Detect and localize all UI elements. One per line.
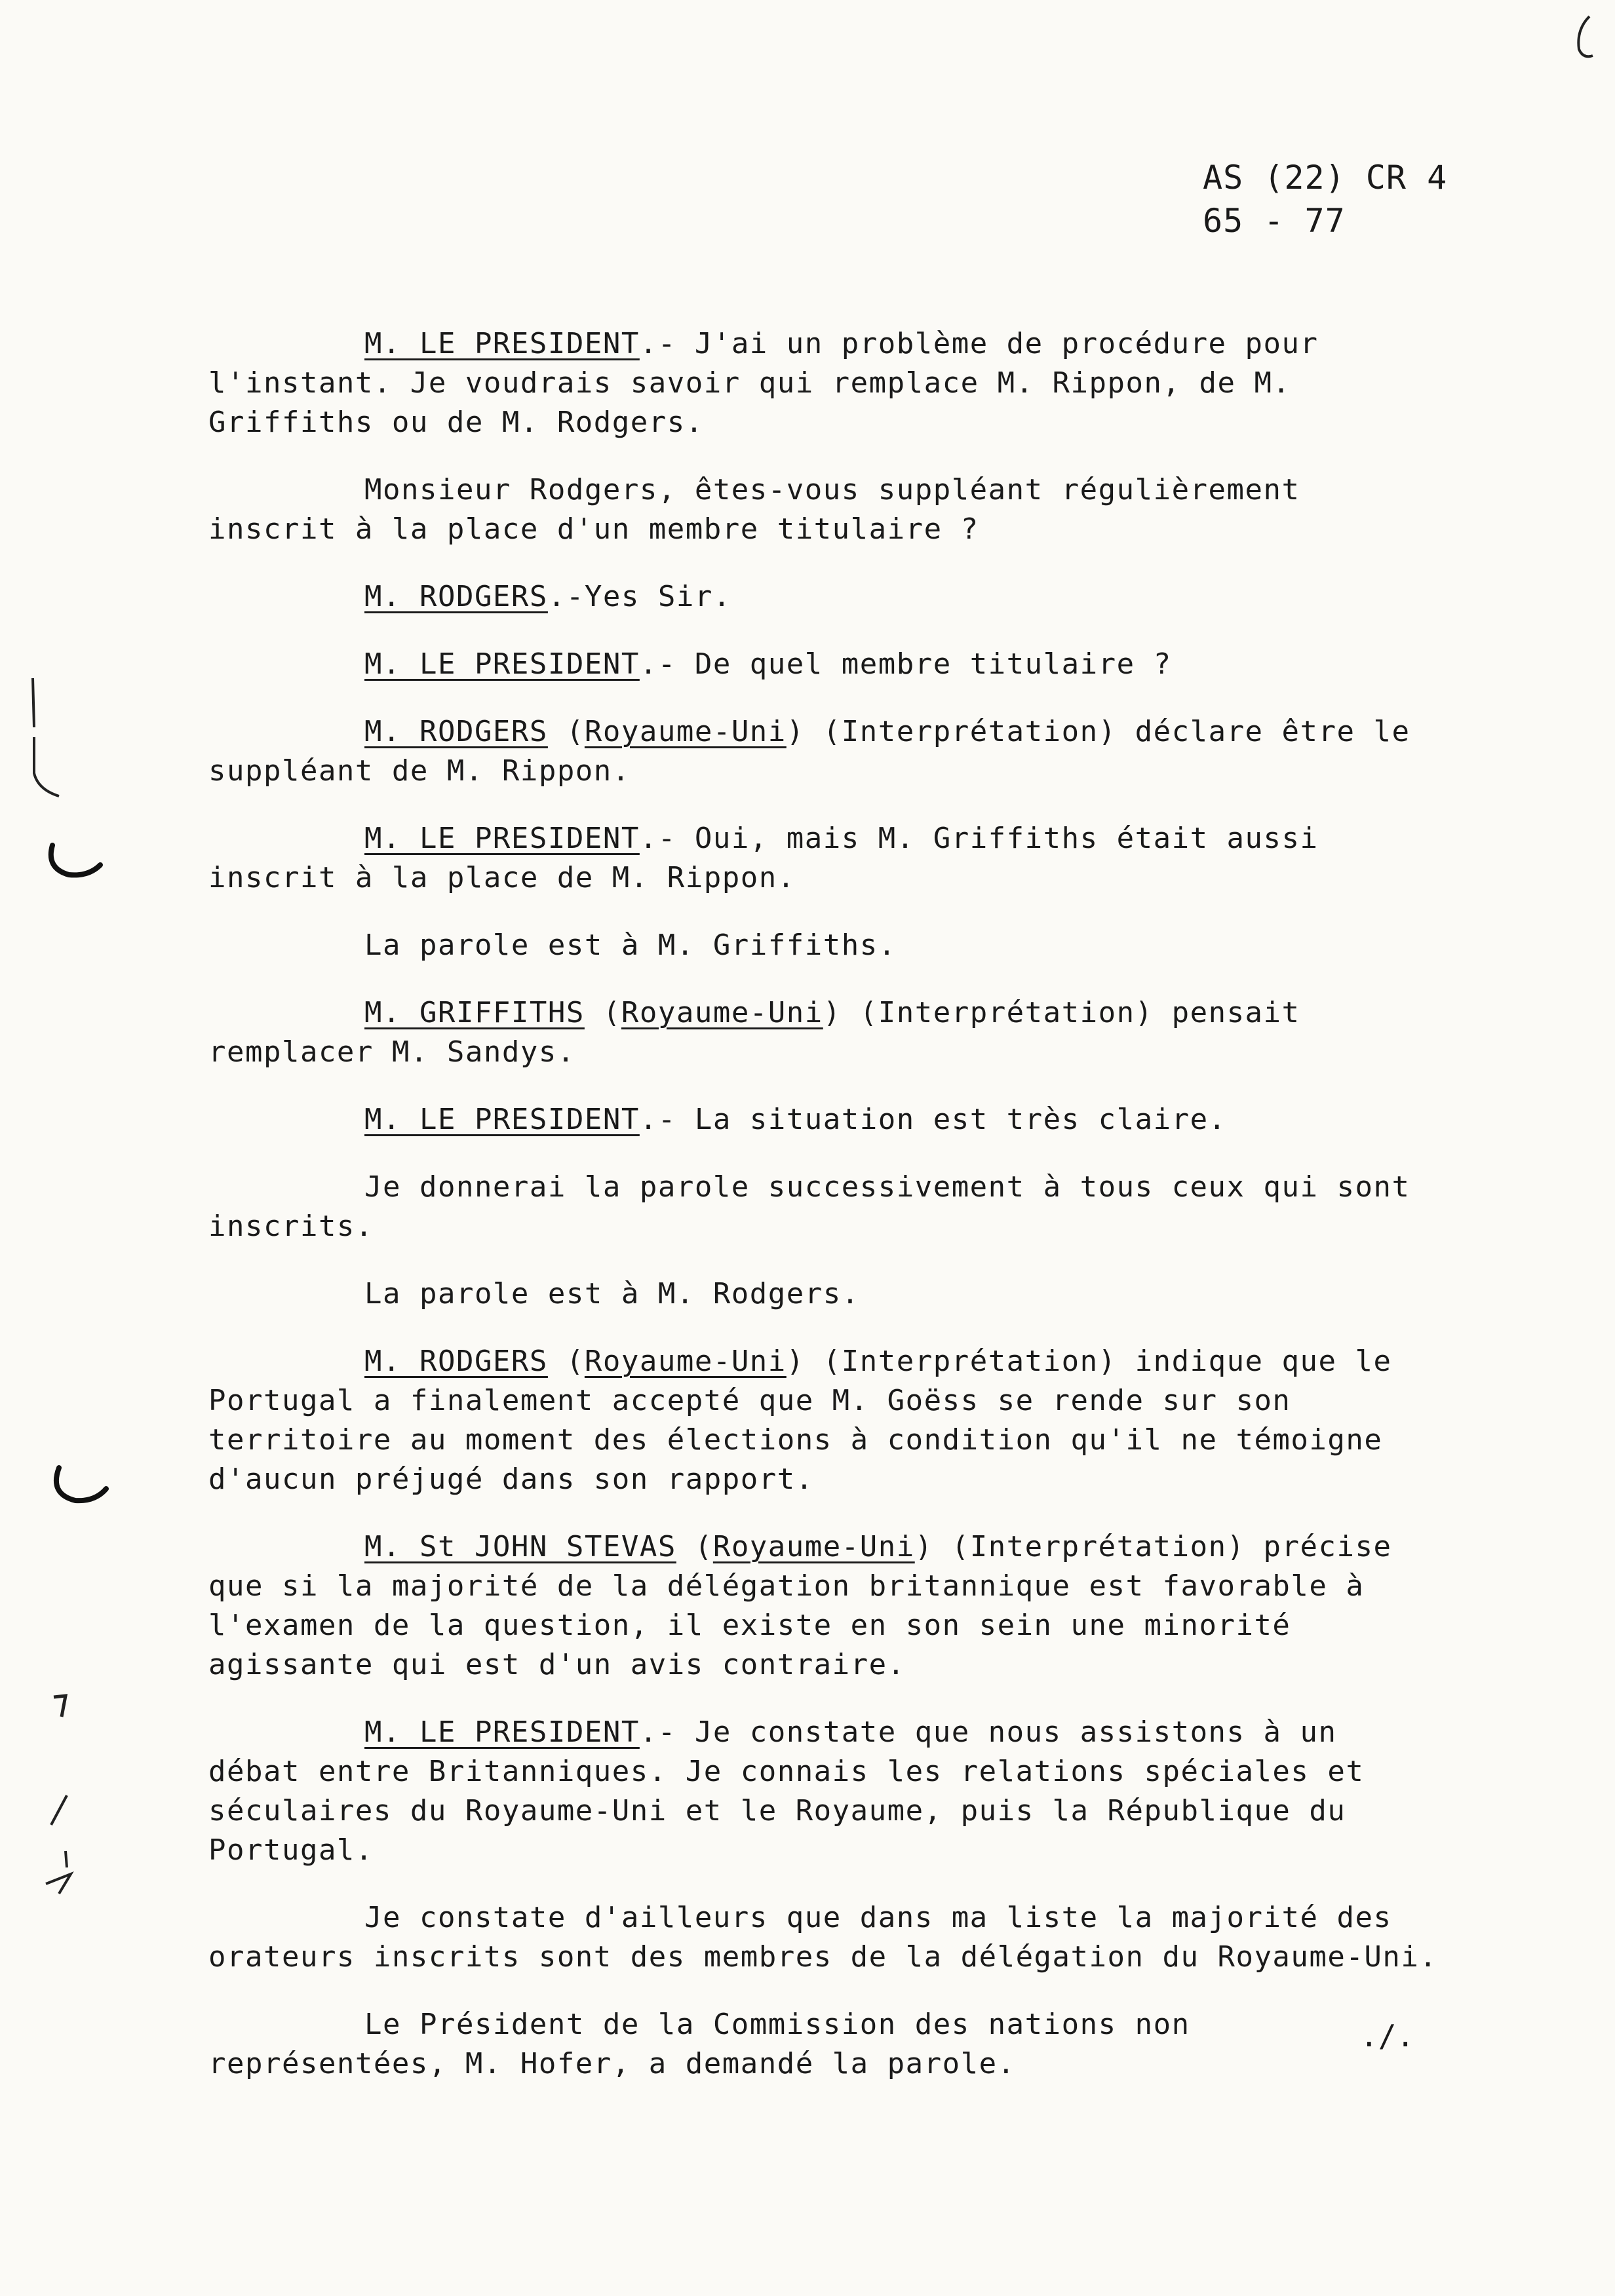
margin-mark-slash bbox=[46, 1792, 72, 1831]
paragraph-text: La parole est à M. Rodgers. bbox=[364, 1277, 860, 1311]
separator: ( bbox=[547, 715, 585, 748]
paragraph-text: Oui, mais M. Griffiths était aussi inscrit à la place de M. Rippon. bbox=[208, 822, 1319, 894]
separator: .- bbox=[547, 580, 585, 613]
country-name: Royaume-Uni bbox=[621, 996, 823, 1029]
paragraph-text: Je donnerai la parole successivement à tous ceux qui sont inscrits. bbox=[208, 1170, 1411, 1243]
corner-mark bbox=[1570, 13, 1603, 66]
paragraph bbox=[208, 1342, 1441, 1499]
paragraph bbox=[208, 2005, 1441, 2084]
margin-mark-line bbox=[26, 675, 66, 799]
margin-mark-tick bbox=[47, 1691, 73, 1730]
separator: ( bbox=[547, 1345, 585, 1378]
paragraph-text: De quel membre titulaire ? bbox=[676, 647, 1172, 681]
country-name: Royaume-Uni bbox=[584, 1345, 787, 1378]
country-name: Royaume-Uni bbox=[712, 1530, 915, 1563]
paragraph-text: Le Président de la Commission des nations non représentées, M. Hofer, a demandé la parole. bbox=[208, 2008, 1190, 2080]
separator: ( bbox=[676, 1530, 713, 1563]
speaker-name: M. LE PRESIDENT bbox=[364, 647, 640, 681]
paragraph-text: ) (Interprétation) déclare être le suppléant de M. Rippon. bbox=[208, 715, 1411, 788]
paragraph-text: La parole est à M. Griffiths. bbox=[364, 928, 897, 962]
paragraph bbox=[208, 926, 1441, 965]
minutes-body bbox=[208, 324, 1441, 2112]
separator: .- bbox=[639, 647, 676, 681]
speaker-name: M. St JOHN STEVAS bbox=[364, 1530, 676, 1563]
paragraph bbox=[208, 577, 1441, 617]
speaker-name: M. LE PRESIDENT bbox=[364, 327, 640, 360]
margin-mark-arrow bbox=[39, 1848, 79, 1900]
speaker-name: M. GRIFFITHS bbox=[364, 996, 585, 1029]
paragraph-text: ) (Interprétation) pensait remplacer M. Sandys. bbox=[208, 996, 1300, 1069]
separator: .- bbox=[639, 327, 676, 360]
separator: .- bbox=[639, 822, 676, 855]
paragraph bbox=[208, 993, 1441, 1072]
paragraph bbox=[208, 1100, 1441, 1139]
speaker-name: M. LE PRESIDENT bbox=[364, 1715, 640, 1749]
separator: .- bbox=[639, 1103, 676, 1136]
paragraph-text: Je constate que nous assistons à un débat entre Britanniques. Je connais les relations spéciales et séculaires du Royaume-Uni et le Royaume, puis la République du Portugal. bbox=[208, 1715, 1365, 1867]
hole-punch-mark-1 bbox=[43, 839, 105, 885]
paragraph bbox=[208, 1168, 1441, 1246]
paragraph-text: ) (Interprétation) indique que le Portugal a finalement accepté que M. Goëss se rende sur son territoire au moment des élections à condition qu'il ne témoigne d'aucun préjugé dans son rapport. bbox=[208, 1345, 1392, 1496]
speaker-name: M. RODGERS bbox=[364, 1345, 548, 1378]
separator: ( bbox=[584, 996, 621, 1029]
page-range: 65 - 77 bbox=[1203, 202, 1346, 240]
paragraph bbox=[208, 324, 1441, 442]
paragraph bbox=[208, 819, 1441, 898]
paragraph bbox=[208, 645, 1441, 684]
paragraph bbox=[208, 712, 1441, 791]
paragraph bbox=[208, 1274, 1441, 1314]
document-reference bbox=[1203, 156, 1447, 242]
paragraph-text: La situation est très claire. bbox=[676, 1103, 1227, 1136]
paragraph-text: Monsieur Rodgers, êtes-vous suppléant régulièrement inscrit à la place d'un membre titulaire ? bbox=[208, 473, 1300, 546]
hole-punch-mark-2 bbox=[46, 1461, 111, 1514]
separator: .- bbox=[639, 1715, 676, 1749]
speaker-name: M. RODGERS bbox=[364, 580, 548, 613]
speaker-name: M. LE PRESIDENT bbox=[364, 822, 640, 855]
paragraph bbox=[208, 1713, 1441, 1870]
paragraph-text: J'ai un problème de procédure pour l'instant. Je voudrais savoir qui remplace M. Rippon, de M. Griffiths ou de M. Rodgers. bbox=[208, 327, 1319, 439]
continuation-mark: ./. bbox=[1360, 2018, 1415, 2054]
speaker-name: M. LE PRESIDENT bbox=[364, 1103, 640, 1136]
paragraph-text: ) (Interprétation) précise que si la majorité de la délégation britannique est favorable à l'examen de la question, il existe en son sein une minorité agissante qui est d'un avis contraire. bbox=[208, 1530, 1392, 1681]
reference-code: AS (22) CR 4 bbox=[1203, 159, 1448, 197]
paragraph bbox=[208, 1898, 1441, 1977]
paragraph-text: Je constate d'ailleurs que dans ma liste la majorité des orateurs inscrits sont des membres de la délégation du Royaume-Uni. bbox=[208, 1901, 1438, 1974]
speaker-name: M. RODGERS bbox=[364, 715, 548, 748]
paragraph bbox=[208, 470, 1441, 549]
paragraph-text: Yes Sir. bbox=[584, 580, 731, 613]
country-name: Royaume-Uni bbox=[584, 715, 787, 748]
paragraph bbox=[208, 1527, 1441, 1685]
